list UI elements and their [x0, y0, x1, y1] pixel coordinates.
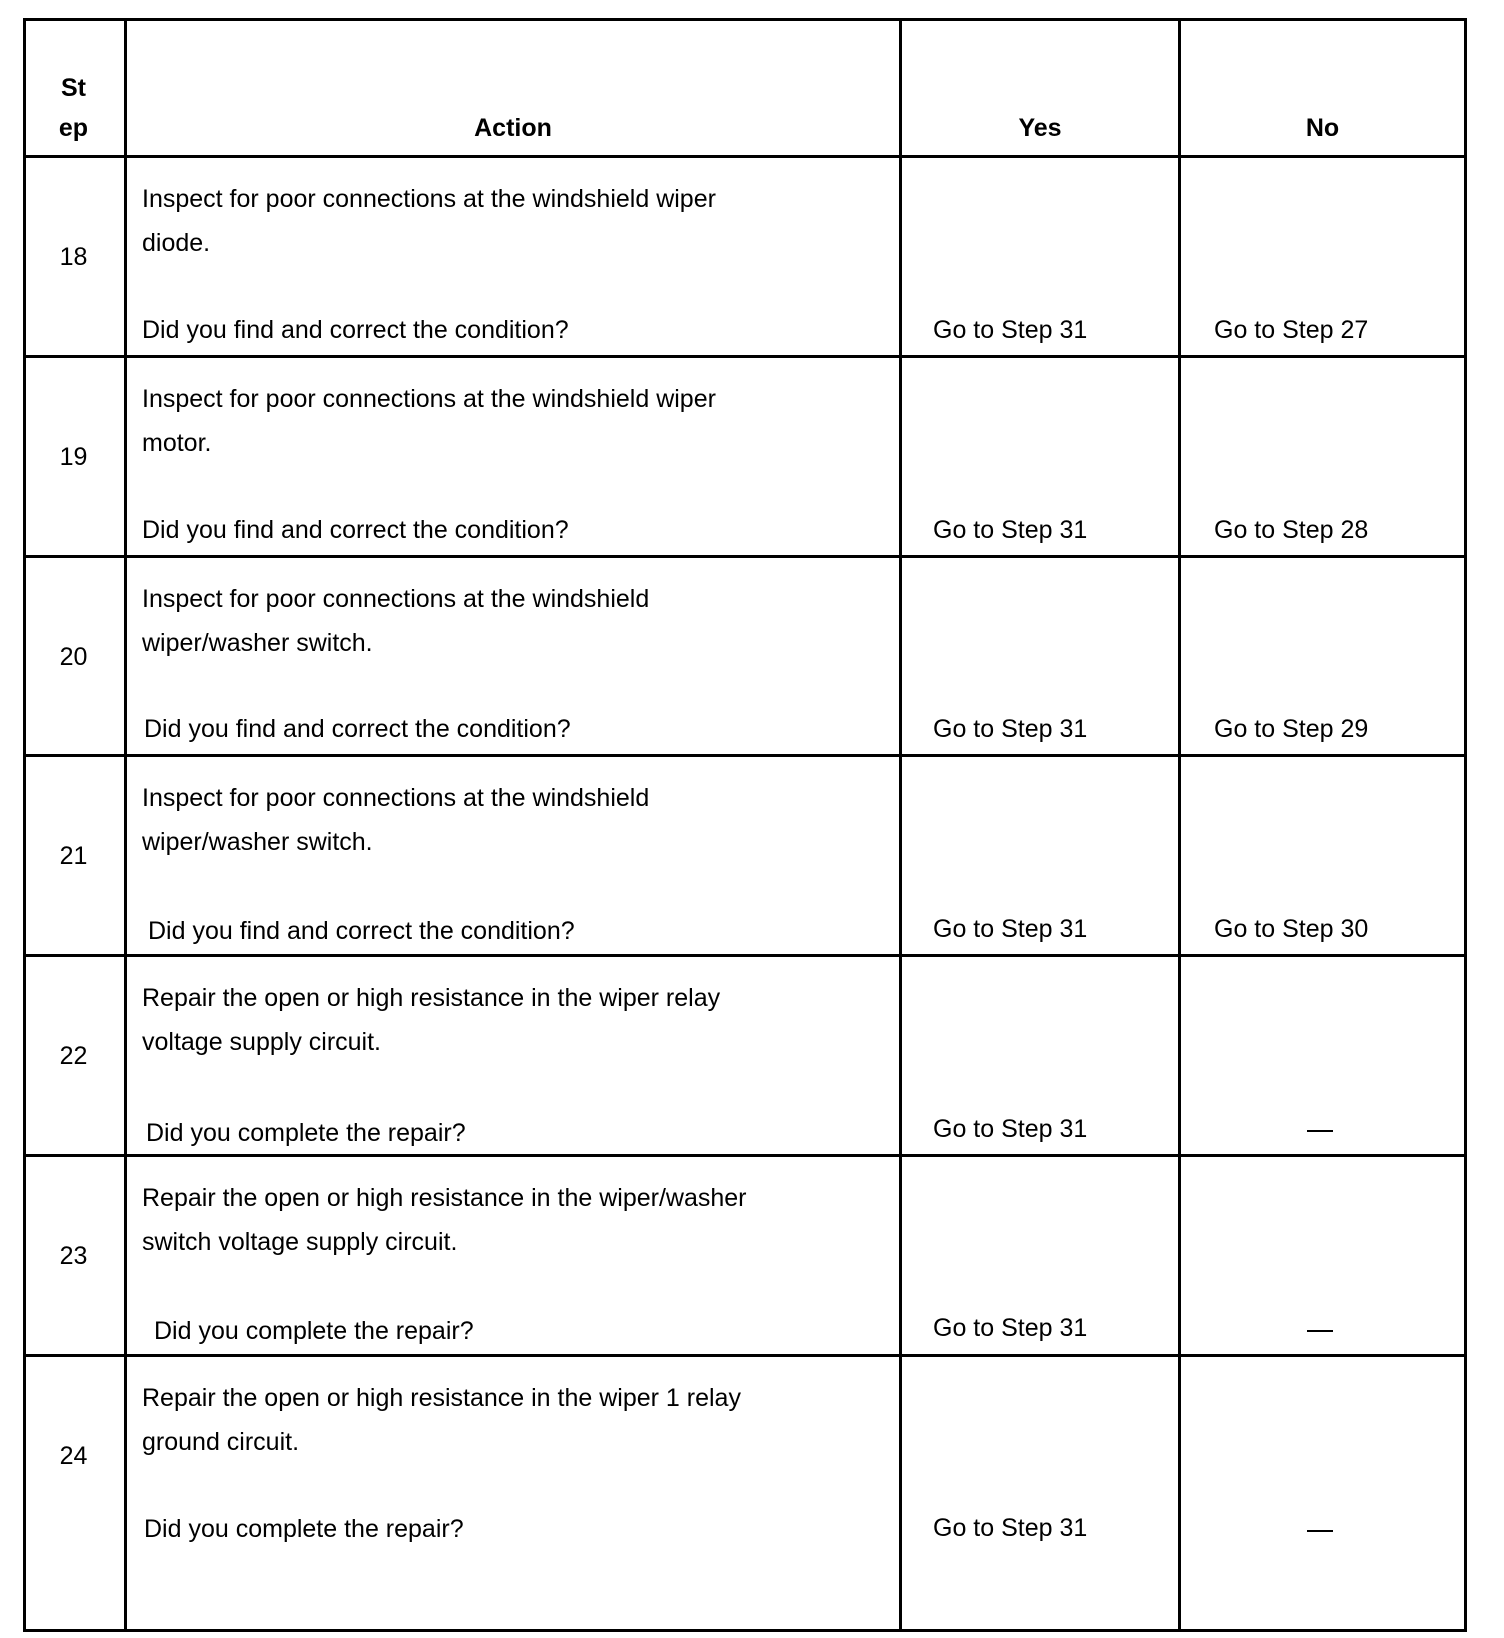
action-text-line2: wiper/washer switch. [142, 629, 373, 657]
action-question: Did you find and correct the condition? [142, 516, 569, 544]
yes-result: Go to Step 31 [933, 715, 1088, 743]
column-divider [124, 18, 127, 1632]
column-divider [899, 18, 902, 1632]
action-text-line1: Inspect for poor connections at the windshield wiper [142, 385, 716, 413]
yes-result: Go to Step 31 [933, 1314, 1088, 1342]
action-question: Did you complete the repair? [154, 1317, 474, 1345]
step-number: 22 [59, 1042, 88, 1070]
header-step-line1: St [61, 74, 86, 102]
action-question: Did you find and correct the condition? [142, 316, 569, 344]
header-divider [23, 155, 1467, 158]
table-border-bottom [23, 1629, 1467, 1632]
action-question: Did you complete the repair? [144, 1515, 464, 1543]
no-result: Go to Step 29 [1214, 715, 1369, 743]
action-text-line2: voltage supply circuit. [142, 1028, 382, 1056]
yes-result: Go to Step 31 [933, 316, 1088, 344]
action-text-line2: diode. [142, 229, 211, 257]
header-action: Action [474, 114, 552, 142]
action-text-line1: Repair the open or high resistance in the wiper/washer [142, 1184, 747, 1212]
no-result-dash [1307, 1130, 1333, 1132]
diagnostic-table [23, 18, 1467, 1632]
header-step-line2: ep [58, 114, 89, 142]
yes-result: Go to Step 31 [933, 1514, 1088, 1542]
no-result: Go to Step 30 [1214, 915, 1369, 943]
action-text-line1: Repair the open or high resistance in the wiper 1 relay [142, 1384, 741, 1412]
no-result-dash [1307, 1530, 1333, 1532]
action-text-line2: motor. [142, 429, 212, 457]
action-text-line1: Repair the open or high resistance in the wiper relay [142, 984, 721, 1012]
header-no: No [1305, 114, 1340, 142]
step-number: 20 [59, 643, 88, 671]
yes-result: Go to Step 31 [933, 516, 1088, 544]
action-text-line2: ground circuit. [142, 1428, 300, 1456]
column-divider [1178, 18, 1181, 1632]
no-result: Go to Step 28 [1214, 516, 1369, 544]
row-divider [23, 954, 1467, 957]
step-number: 21 [59, 842, 88, 870]
step-number: 24 [59, 1442, 88, 1470]
row-divider [23, 1354, 1467, 1357]
table-border-right [1464, 18, 1467, 1632]
no-result: Go to Step 27 [1214, 316, 1369, 344]
step-number: 18 [59, 243, 88, 271]
action-text-line2: switch voltage supply circuit. [142, 1228, 458, 1256]
row-divider [23, 355, 1467, 358]
action-text-line1: Inspect for poor connections at the windshield [142, 585, 650, 613]
action-text-line2: wiper/washer switch. [142, 828, 373, 856]
table-border-top [23, 18, 1467, 21]
row-divider [23, 754, 1467, 757]
step-number: 19 [59, 443, 88, 471]
yes-result: Go to Step 31 [933, 915, 1088, 943]
header-yes: Yes [1018, 114, 1062, 142]
action-question: Did you find and correct the condition? [144, 715, 571, 743]
action-question: Did you find and correct the condition? [148, 917, 575, 945]
row-divider [23, 555, 1467, 558]
action-question: Did you complete the repair? [146, 1119, 466, 1147]
yes-result: Go to Step 31 [933, 1115, 1088, 1143]
step-number: 23 [59, 1242, 88, 1270]
action-text-line1: Inspect for poor connections at the windshield [142, 784, 650, 812]
action-text-line1: Inspect for poor connections at the windshield wiper [142, 185, 716, 213]
no-result-dash [1307, 1330, 1333, 1332]
